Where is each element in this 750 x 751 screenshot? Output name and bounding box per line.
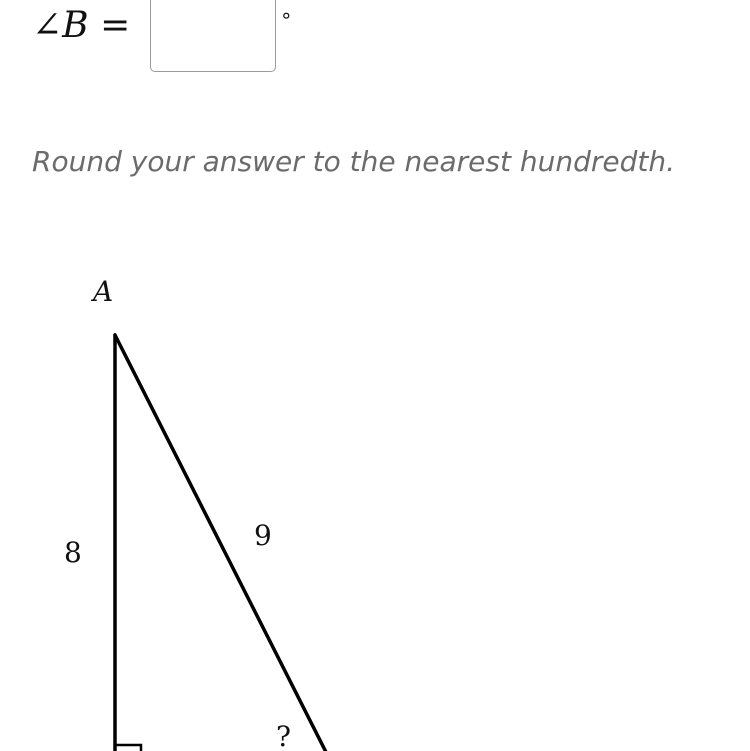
- rounding-instruction: Round your answer to the nearest hundredth.: [32, 145, 675, 178]
- side-vertical-label: 8: [64, 536, 82, 569]
- side-hypotenuse-label: 9: [254, 519, 272, 552]
- side-hypotenuse: [115, 335, 330, 751]
- unknown-angle-label: ?: [276, 720, 292, 751]
- right-angle-marker: [115, 745, 141, 751]
- vertex-a-label: A: [93, 275, 114, 308]
- degree-symbol: ∘: [280, 3, 293, 27]
- angle-b-label: ∠B =: [32, 5, 131, 46]
